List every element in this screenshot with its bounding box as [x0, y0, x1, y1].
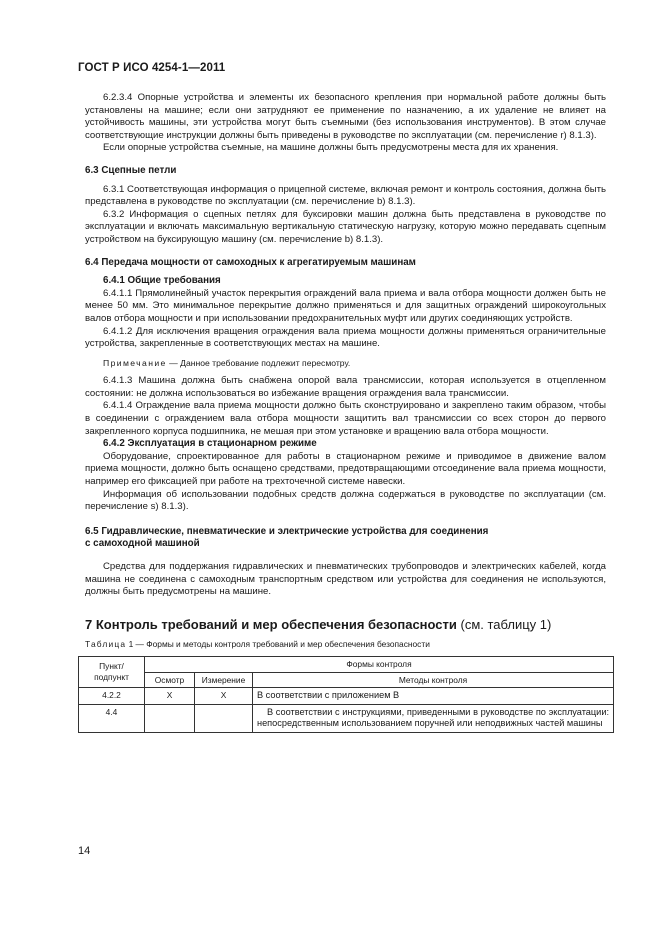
- paragraph-6-4-1-2: 6.4.1.2 Для исключения вращения ограждения вала приема мощности должны применяться ограничительные устройства, закрепленные в соответствующих местах на машине.: [85, 325, 606, 350]
- heading-6-5-line2: с самоходной машиной: [85, 538, 200, 550]
- cell-item: 4.4: [79, 704, 145, 732]
- cell-method: В соответствии с приложением В: [253, 688, 614, 704]
- note: [85, 357, 606, 370]
- paragraph-6-4-2-b: Информация об использовании подобных средств должна содержаться в руководстве по эксплуатации (см. перечисление s) 8.1.3).: [85, 488, 606, 513]
- table-caption: [85, 639, 606, 650]
- cell-inspection: [145, 704, 195, 732]
- heading-7-ref: (см. таблицу 1): [456, 616, 552, 632]
- cell-measurement: [195, 704, 253, 732]
- cell-method: В соответствии с инструкциями, приведенными в руководстве по эксплуатации: непосредственным использованием поручней или неподвижных частей машины: [253, 704, 614, 732]
- cell-item: 4.2.2: [79, 688, 145, 704]
- header-item: Пункт/ подпункт: [79, 656, 145, 688]
- header-methods: Методы контроля: [253, 672, 614, 688]
- document-header: ГОСТ Р ИСО 4254-1—2011: [78, 62, 226, 74]
- note-label: Примечание: [103, 357, 167, 368]
- table-caption-label: Таблица: [85, 638, 127, 649]
- heading-section-7: [85, 617, 606, 633]
- paragraph-6-4-1-3: 6.4.1.3 Машина должна быть снабжена опорой вала трансмиссии, которая используется в отцепленном состоянии: не должна использоваться во избежание вращения ограждения вала трансмиссии.: [85, 375, 606, 399]
- paragraph-6-3-2: 6.3.2 Информация о сцепных петлях для буксировки машин должна быть представлена в руководстве по эксплуатации и включать максимальную вертикальную статическую нагрузку, которую можно передавать сцепным устройством на буксирующую машину (см. перечисление b) 8.1.3).: [85, 208, 606, 245]
- cell-measurement: X: [195, 688, 253, 704]
- paragraph-6-3-1: 6.3.1 Соответствующая информация о прицепной системе, включая ремонт и контроль состояния, должна быть представлена в руководстве по эксплуатации (см. перечисление b) 8.1.3).: [85, 183, 606, 208]
- table-caption-text: 1 — Формы и методы контроля требований и мер обеспечения безопасности: [126, 638, 430, 649]
- heading-6-4-2: 6.4.2 Эксплуатация в стационарном режиме: [103, 438, 317, 450]
- page-content: [85, 92, 609, 733]
- paragraph-6-4-2-a: Оборудование, спроектированное для работы в стационарном режиме и приводимое в движение валом приема мощности, должно быть оснащено средствами, предотвращающими отсоединение вала приема мощности, например его фиксацией при работе на трехточечной системе навески.: [85, 450, 606, 488]
- control-methods-table: [78, 656, 614, 733]
- paragraph-6-5: Средства для поддержания гидравлических и пневматических трубопроводов и электрических кабелей, когда машина не соединена с самоходным транспортным средством или устройства для соединения не используются, должны быть предусмотрены на машине.: [85, 561, 606, 598]
- heading-7-bold: 7 Контроль требований и мер обеспечения безопасности: [85, 616, 457, 632]
- cell-inspection: X: [145, 688, 195, 704]
- header-inspection: Осмотр: [145, 672, 195, 688]
- table-row: [79, 688, 614, 704]
- table-row: [79, 704, 614, 732]
- header-forms: Формы контроля: [145, 656, 614, 672]
- header-measurement: Измерение: [195, 672, 253, 688]
- heading-6-4-1: 6.4.1 Общие требования: [103, 275, 221, 287]
- heading-6-4: 6.4 Передача мощности от самоходных к агрегатируемым машинам: [85, 256, 416, 268]
- heading-6-3: 6.3 Сцепные петли: [85, 164, 177, 176]
- note-text: — Данное требование подлежит пересмотру.: [166, 357, 351, 368]
- paragraph-6-2-3-4: 6.2.3.4 Опорные устройства и элементы их безопасного крепления при нормальной работе должны быть установлены на машине; если они затрудняют ее применение по назначению, а их удаление не влияет на устойчивость машины, эти устройства могут быть съемными (без использования инструментов). В этом случае соответствующие инструкции должны быть приведены в руководстве по эксплуатации (см. перечисление r) 8.1.3).: [85, 92, 606, 141]
- paragraph-6-4-1-4: 6.4.1.4 Ограждение вала приема мощности должно быть сконструировано и закреплено таким образом, чтобы в соединении с ограждением вала отбора мощности защитить вал трансмиссии со всех сторон до первого закрепленного корпуса подшипника, не мешая при этом установке и вращению вала отбора мощности.: [85, 400, 606, 437]
- paragraph-6-4-1-1: 6.4.1.1 Прямолинейный участок перекрытия ограждений вала приема и вала отбора мощности должен быть не менее 50 мм. Это минимальное перекрытие должно применяться и для защитных ограждений широкоугольных валов отбора мощности и при использовании предохранительных муфт или других соединяющих устройств.: [85, 287, 606, 324]
- heading-6-5-line1: 6.5 Гидравлические, пневматические и электрические устройства для соединения: [85, 525, 489, 537]
- paragraph-6-2-3-4-storage: Если опорные устройства съемные, на машине должны быть предусмотрены места для их хранения.: [103, 142, 559, 154]
- page-number: 14: [78, 845, 91, 857]
